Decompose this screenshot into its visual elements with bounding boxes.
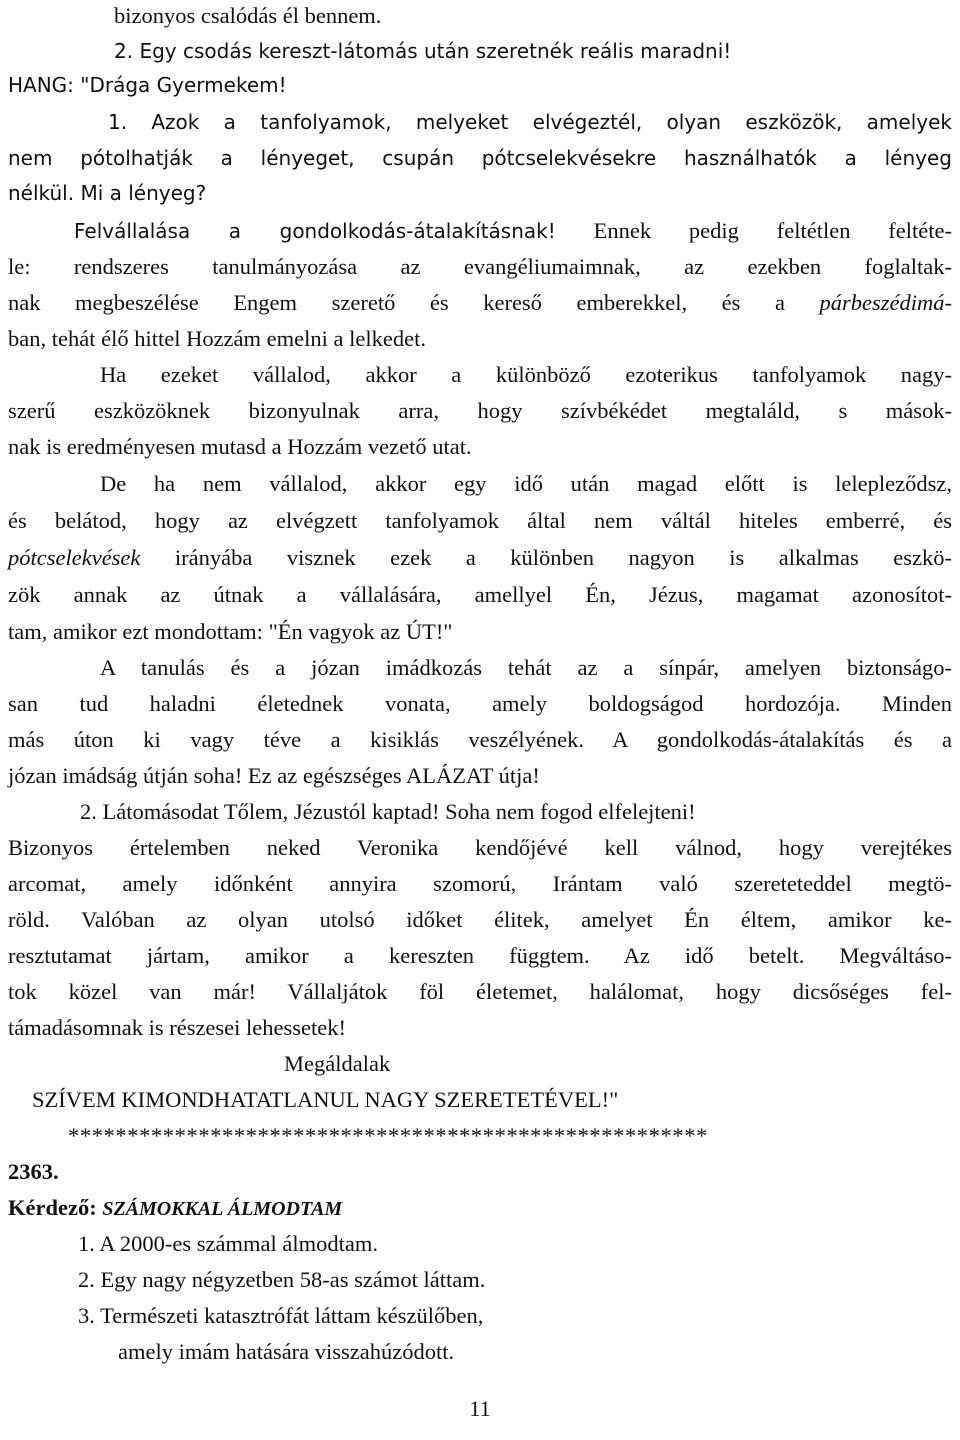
list-item [8, 1226, 960, 1262]
text-line [8, 503, 952, 539]
text-span: san tud haladni életednek vonata, amely boldogságod hordozója. Minden [8, 691, 952, 716]
text-line [8, 140, 952, 176]
text-span: arcomat, amely időnként annyira szomorú, Irántam való szereteteddel megtö- [8, 871, 952, 896]
separator-asterisks [8, 1118, 960, 1154]
text-line [8, 686, 952, 722]
text-line [8, 393, 952, 429]
question-title: SZÁMOKKAL ÁLMODTAM [102, 1198, 343, 1220]
text-line [8, 321, 952, 357]
text-span: amely imám hatására visszahúzódott. [118, 1339, 455, 1364]
text-line [8, 175, 952, 211]
page-number: 11 [469, 1396, 491, 1421]
text-line [8, 213, 952, 249]
text-span: röld. Valóban az olyan utolsó időket élitek, amelyet Én éltem, amikor ke- [8, 907, 952, 932]
text-line [8, 67, 952, 103]
text-span: Ennek pedig feltétlen feltéte- [555, 218, 952, 243]
text-span: SZÍVEM KIMONDHATATLANUL NAGY SZERETETÉVEL!" [32, 1087, 619, 1112]
text-span: más úton ki vagy téve a kisiklás veszélyének. A gondolkodás-átalakítás és a [8, 727, 952, 752]
text-line [8, 1010, 952, 1046]
text-line [8, 830, 952, 866]
text-line [8, 429, 952, 465]
text-span: irányába visznek ezek a különben nagyon is alkalmas eszkö- [140, 545, 952, 570]
text-line [8, 974, 952, 1010]
text-span: 2363. [8, 1159, 59, 1184]
text-span: Bizonyos értelemben neked Veronika kendőjévé kell válnod, hogy verejtékes [8, 835, 952, 860]
entry-number [8, 1154, 952, 1190]
text-line [8, 285, 952, 321]
text-span: tam, amikor ezt mondottam: "Én vagyok az ÚT!" [8, 619, 453, 644]
text-span: HANG: "Drága Gyermekem! [8, 73, 287, 97]
text-span: le: rendszeres tanulmányozása az evangéliumaimnak, az ezekben foglaltak- [8, 254, 952, 279]
text-span: bizonyos csalódás él bennem. [114, 3, 382, 28]
text-span: zök annak az útnak a vállalására, amellyel Én, Jézus, magamat azonosítot- [8, 582, 952, 607]
text-span: Ha ezeket vállalod, akkor a különböző ezoterikus tanfolyamok nagy- [100, 362, 952, 387]
text-span: 2. Egy nagy négyzetben 58-as számot láttam. [78, 1267, 486, 1292]
text-span: nak is eredményesen mutasd a Hozzám vezető utat. [8, 434, 472, 459]
text-line [8, 866, 952, 902]
text-span: Megáldalak [284, 1051, 391, 1076]
closing-blessing [8, 1046, 960, 1082]
text-span: józan imádság útján soha! Ez az egészséges ALÁZAT útja! [8, 763, 540, 788]
document-page [8, 0, 952, 1440]
closing-line [8, 1082, 960, 1118]
italic-span: párbeszédimá- [819, 290, 952, 315]
italic-span: pótcselekvések [8, 545, 141, 570]
text-span: 1. Azok a tanfolyamok, melyeket elvégeztél, olyan eszközök, amelyek [108, 110, 952, 134]
text-span: szerű eszközöknek bizonyulnak arra, hogy szívbékédet megtaláld, s mások- [8, 398, 952, 423]
text-span: ban, tehát élő hittel Hozzám emelni a lelkedet. [8, 326, 426, 351]
text-line [8, 104, 952, 140]
text-line [8, 577, 952, 613]
text-span: nem pótolhatják a lényeget, csupán pótcselekvésekre használhatók a lényeg [8, 146, 952, 170]
text-span: támadásomnak is részesei lehessetek! [8, 1015, 346, 1040]
text-line [8, 722, 952, 758]
text-span: 2. Látomásodat Tőlem, Jézustól kaptad! Soha nem fogod elfelejteni! [80, 799, 696, 824]
question-heading [8, 1190, 952, 1226]
text-span: ****************************************************** [68, 1123, 708, 1148]
text-line [8, 794, 960, 830]
text-span: De ha nem vállalod, akkor egy idő után magad előtt is lelepleződsz, [100, 471, 952, 496]
text-span: Felvállalása a gondolkodás-átalakításnak! [74, 219, 556, 243]
text-line [8, 357, 952, 393]
text-line [8, 466, 952, 502]
questioner-label: Kérdező: [8, 1195, 103, 1220]
list-item [8, 1298, 960, 1334]
text-span: 2. Egy csodás kereszt-látomás után szeretnék reális maradni! [114, 39, 732, 63]
list-item [8, 1262, 960, 1298]
text-line [8, 614, 952, 650]
text-line [8, 902, 952, 938]
text-line [8, 33, 960, 69]
text-span: 1. A 2000-es számmal álmodtam. [78, 1231, 378, 1256]
list-item-continuation [8, 1334, 960, 1370]
text-span: és belátod, hogy az elvégzett tanfolyamok által nem váltál hiteles emberré, és [8, 508, 952, 533]
text-line [8, 540, 952, 576]
text-line [8, 938, 952, 974]
text-span: resztutamat jártam, amikor a kereszten függtem. Az idő betelt. Megváltáso- [8, 943, 952, 968]
text-line [8, 0, 960, 34]
text-span: nak megbeszélése Engem szerető és kereső emberekkel, és a [8, 290, 820, 315]
text-span: tok közel van már! Vállaljátok föl életemet, halálomat, hogy dicsőséges fel- [8, 979, 952, 1004]
text-line [8, 650, 952, 686]
text-line [8, 249, 952, 285]
text-line [8, 758, 952, 794]
text-span: nélkül. Mi a lényeg? [8, 181, 207, 205]
text-span: A tanulás és a józan imádkozás tehát az a sínpár, amelyen biztonságo- [100, 655, 952, 680]
text-span: 3. Természeti katasztrófát láttam készülőben, [78, 1303, 484, 1328]
